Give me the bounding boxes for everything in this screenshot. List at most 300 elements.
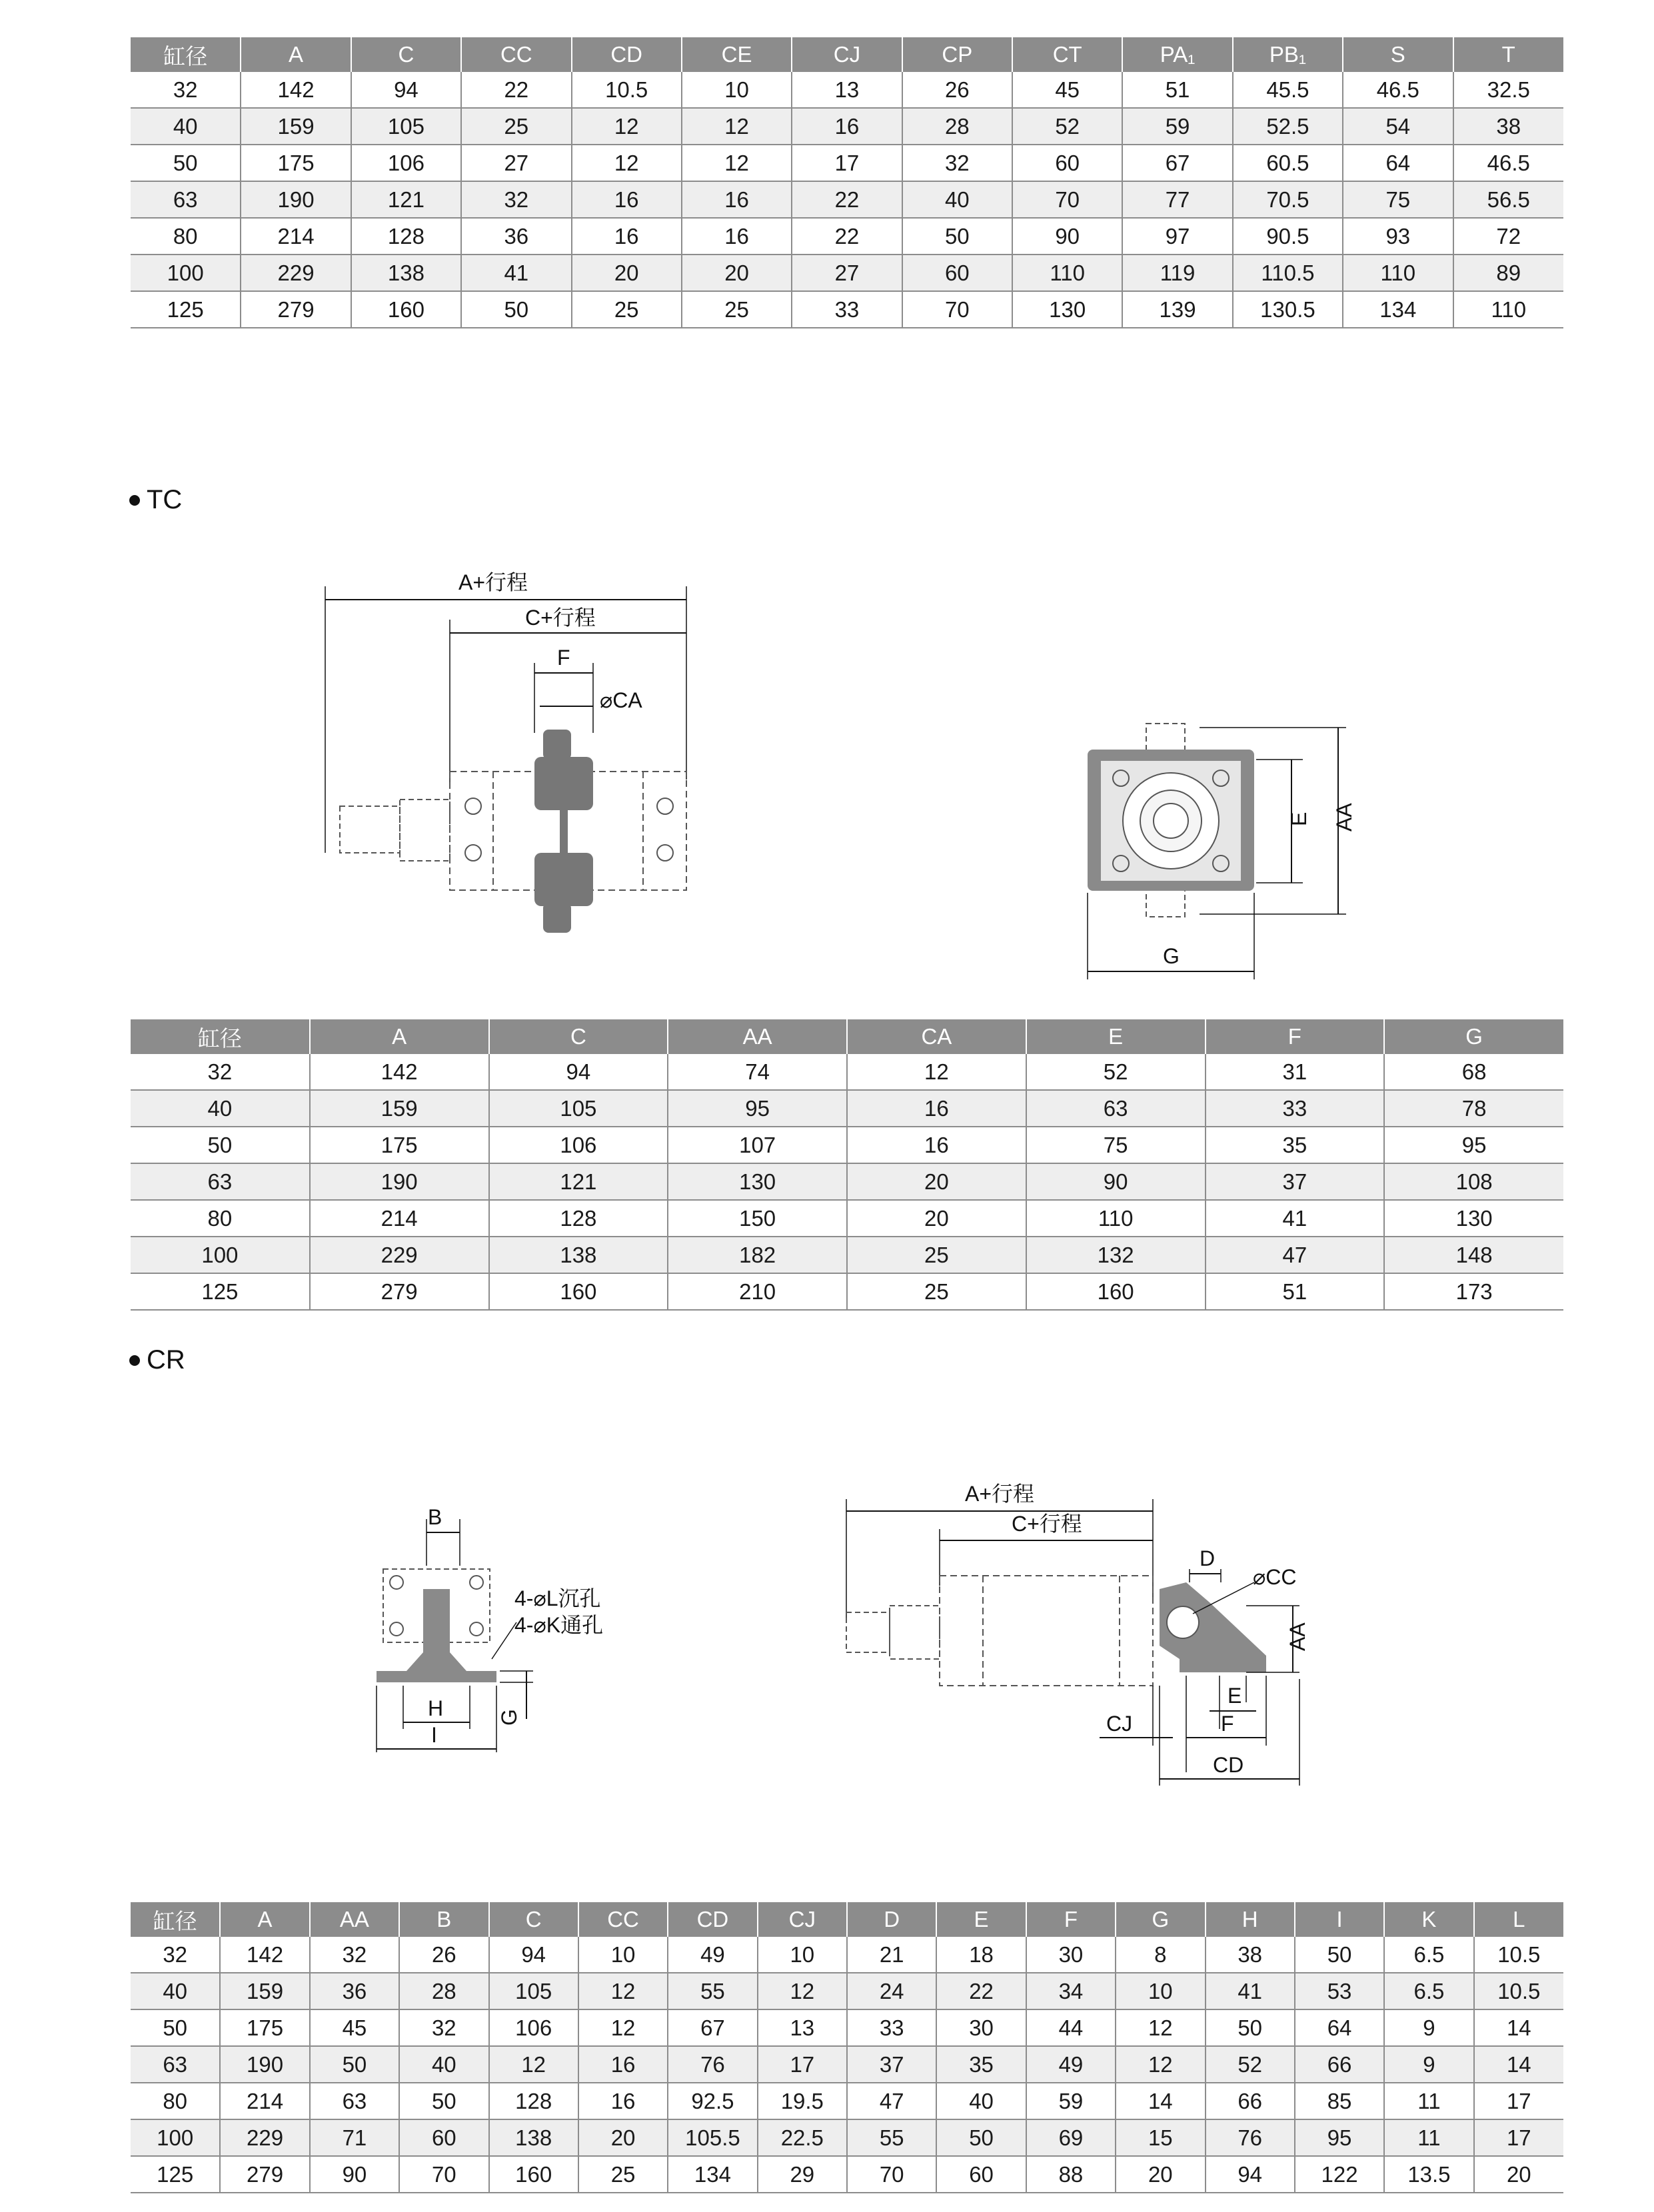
table-cell: 30 [1026,1937,1116,1973]
table-cell: 17 [758,2046,847,2083]
table-cell: 134 [668,2156,757,2193]
table-cell: 55 [847,2119,936,2156]
column-header: AA [668,1019,847,1054]
table-cell: 22 [792,218,902,255]
table-cell: 50 [131,145,241,181]
table-cell: 12 [489,2046,578,2083]
table-row [131,291,1563,328]
table-cell: 95 [1384,1127,1563,1163]
table-cell: 45 [310,2009,399,2046]
table-cell: 45.5 [1233,72,1343,108]
column-header: CE [682,37,792,72]
table-cell: 59 [1122,108,1232,145]
table-cell: 11 [1384,2119,1473,2156]
table-cell: 37 [847,2046,936,2083]
table-row [131,2119,1563,2156]
table-cell: 106 [489,2009,578,2046]
table-row [131,1937,1563,1973]
table-cell: 52 [1206,2046,1295,2083]
table-cell: 40 [902,181,1012,218]
column-header: A [241,37,351,72]
table-cell: 72 [1453,218,1564,255]
column-header: K [1384,1902,1473,1937]
table-cell: 20 [847,1163,1026,1200]
table-cell: 94 [351,72,461,108]
table-cell: 44 [1026,2009,1116,2046]
table-cell: 18 [936,1937,1026,1973]
table-cell: 50 [131,2009,220,2046]
table-cell: 12 [572,108,682,145]
table-cell: 49 [668,1937,757,1973]
table-cell: 60 [902,255,1012,291]
table-cell: 33 [792,291,902,328]
table-cell: 121 [351,181,461,218]
table-cell: 6.5 [1384,1937,1473,1973]
table-cell: 128 [489,1200,668,1237]
table-cell: 67 [1122,145,1232,181]
table-cell: 50 [399,2083,488,2119]
table-cell: 90 [1012,218,1122,255]
table-cell: 110.5 [1233,255,1343,291]
table-cell: 107 [668,1127,847,1163]
table-cell: 50 [310,2046,399,2083]
table-cell: 279 [310,1273,489,1310]
dim-label-g: G [1163,944,1180,968]
table-cell: 95 [668,1090,847,1127]
table-cell: 105.5 [668,2119,757,2156]
table-cell: 80 [131,1200,310,1237]
table-cell: 20 [1116,2156,1205,2193]
dim-label-i: I [431,1723,437,1747]
table-cell: 37 [1206,1163,1385,1200]
column-header: CJ [758,1902,847,1937]
table-cell: 128 [351,218,461,255]
table-cell: 125 [131,1273,310,1310]
table-cell: 130 [1384,1200,1563,1237]
table-cell: 27 [461,145,571,181]
column-header: 缸径 [131,1902,220,1937]
column-header: I [1295,1902,1384,1937]
table-cell: 16 [847,1090,1026,1127]
table-cell: 70 [1012,181,1122,218]
table-cell: 80 [131,218,241,255]
table-cell: 46.5 [1343,72,1453,108]
table-cell: 60 [936,2156,1026,2193]
table-row [131,2156,1563,2193]
cr-side-view-drawing [833,1466,1379,1812]
bullet-icon [129,1355,140,1366]
table-cell: 32 [399,2009,488,2046]
dimension-table-top [131,37,1563,328]
table-cell: 50 [1295,1937,1384,1973]
table-cell: 56.5 [1453,181,1564,218]
table-cell: 25 [682,291,792,328]
table-cell: 139 [1122,291,1232,328]
table-cell: 16 [792,108,902,145]
table-cell: 142 [310,1054,489,1090]
table-cell: 10 [578,1937,668,1973]
dim-label-cd: CD [1213,1753,1244,1777]
table-cell: 229 [310,1237,489,1273]
table-cell: 105 [351,108,461,145]
dim-label-c-stroke: C+行程 [525,606,596,630]
table-cell: 10.5 [572,72,682,108]
table-cell: 121 [489,1163,668,1200]
table-cell: 70.5 [1233,181,1343,218]
table-cell: 100 [131,1237,310,1273]
table-cell: 25 [847,1237,1026,1273]
table-cell: 25 [847,1273,1026,1310]
table-cell: 20 [1474,2156,1563,2193]
table-cell: 14 [1474,2009,1563,2046]
column-header: PA₁ [1122,37,1232,72]
cr-bracket-drawing [367,1499,646,1779]
dim-label-b: B [428,1505,442,1529]
table-cell: 34 [1026,1973,1116,2009]
dim-label-d: D [1200,1546,1216,1570]
table-cell: 159 [241,108,351,145]
table-cell: 51 [1122,72,1232,108]
table-cell: 76 [1206,2119,1295,2156]
table-cell: 148 [1384,1237,1563,1273]
dim-label-h: H [428,1696,444,1720]
dim-label-k-hole: 4-⌀K通孔 [514,1613,604,1637]
column-header: F [1206,1019,1385,1054]
table-row [131,2046,1563,2083]
table-cell: 60.5 [1233,145,1343,181]
table-cell: 45 [1012,72,1122,108]
table-cell: 12 [682,108,792,145]
section-title-text: CR [147,1345,185,1375]
table-cell: 35 [936,2046,1026,2083]
table-cell: 32 [461,181,571,218]
table-cell: 50 [1206,2009,1295,2046]
table-row [131,1973,1563,2009]
table-cell: 21 [847,1937,936,1973]
table-cell: 279 [241,291,351,328]
table-cell: 40 [131,1973,220,2009]
dim-label-aa: AA [1332,803,1356,831]
table-cell: 85 [1295,2083,1384,2119]
column-header: CJ [792,37,902,72]
table-cell: 12 [578,1973,668,2009]
column-header: C [489,1019,668,1054]
table-cell: 12 [847,1054,1026,1090]
table-row [131,1090,1563,1127]
table-header-row [131,37,1563,72]
table-cell: 122 [1295,2156,1384,2193]
tc-side-view-drawing [313,560,713,946]
column-header: A [220,1902,309,1937]
dim-label-a-stroke-cr: A+行程 [965,1482,1035,1506]
table-row [131,1237,1563,1273]
table-cell: 130.5 [1233,291,1343,328]
table-cell: 22 [461,72,571,108]
table-cell: 71 [310,2119,399,2156]
table-cell: 17 [1474,2119,1563,2156]
table-cell: 38 [1453,108,1564,145]
table-cell: 17 [792,145,902,181]
table-row [131,2083,1563,2119]
table-cell: 33 [847,2009,936,2046]
column-header: E [936,1902,1026,1937]
table-cell: 182 [668,1237,847,1273]
table-cell: 17 [1474,2083,1563,2119]
table-cell: 52 [1012,108,1122,145]
table-cell: 28 [399,1973,488,2009]
dim-label-aa-cr: AA [1285,1622,1309,1651]
column-header: CT [1012,37,1122,72]
table-cell: 14 [1116,2083,1205,2119]
table-cell: 25 [578,2156,668,2193]
table-cell: 159 [220,1973,309,2009]
table-cell: 70 [399,2156,488,2193]
column-header: B [399,1902,488,1937]
table-cell: 110 [1012,255,1122,291]
column-header: F [1026,1902,1116,1937]
table-cell: 10.5 [1474,1937,1563,1973]
table-cell: 214 [310,1200,489,1237]
table-cell: 35 [1206,1127,1385,1163]
table-cell: 22.5 [758,2119,847,2156]
table-cell: 26 [902,72,1012,108]
table-cell: 97 [1122,218,1232,255]
table-cell: 150 [668,1200,847,1237]
table-cell: 100 [131,2119,220,2156]
table-cell: 125 [131,291,241,328]
table-cell: 108 [1384,1163,1563,1200]
table-cell: 16 [682,181,792,218]
table-cell: 142 [241,72,351,108]
table-row [131,1163,1563,1200]
table-cell: 105 [489,1090,668,1127]
table-cell: 80 [131,2083,220,2119]
table-cell: 53 [1295,1973,1384,2009]
table-cell: 46.5 [1453,145,1564,181]
table-cell: 78 [1384,1090,1563,1127]
table-cell: 210 [668,1273,847,1310]
table-cell: 66 [1295,2046,1384,2083]
table-cell: 74 [668,1054,847,1090]
table-cell: 8 [1116,1937,1205,1973]
table-cell: 90.5 [1233,218,1343,255]
table-cell: 9 [1384,2009,1473,2046]
tc-end-view-drawing [1080,720,1359,986]
table-cell: 11 [1384,2083,1473,2119]
table-cell: 69 [1026,2119,1116,2156]
table-cell: 93 [1343,218,1453,255]
table-row [131,1200,1563,1237]
dim-label-f: F [557,646,570,670]
table-cell: 106 [489,1127,668,1163]
column-header: S [1343,37,1453,72]
table-cell: 31 [1206,1054,1385,1090]
table-cell: 40 [131,108,241,145]
table-cell: 60 [399,2119,488,2156]
column-header: T [1453,37,1564,72]
table-cell: 60 [1012,145,1122,181]
table-cell: 175 [220,2009,309,2046]
table-cell: 33 [1206,1090,1385,1127]
table-cell: 110 [1026,1200,1206,1237]
table-cell: 128 [489,2083,578,2119]
table-cell: 92.5 [668,2083,757,2119]
table-cell: 55 [668,1973,757,2009]
table-cell: 13 [792,72,902,108]
table-cell: 40 [936,2083,1026,2119]
column-header: H [1206,1902,1295,1937]
table-cell: 52.5 [1233,108,1343,145]
table-cell: 52 [1026,1054,1206,1090]
column-header: G [1384,1019,1563,1054]
table-row [131,255,1563,291]
table-cell: 63 [1026,1090,1206,1127]
dimension-table-tc [131,1019,1563,1311]
table-cell: 95 [1295,2119,1384,2156]
table-cell: 16 [682,218,792,255]
table-cell: 19.5 [758,2083,847,2119]
table-cell: 63 [310,2083,399,2119]
table-cell: 138 [351,255,461,291]
table-cell: 130 [668,1163,847,1200]
table-cell: 51 [1206,1273,1385,1310]
table-cell: 75 [1026,1127,1206,1163]
column-header: CC [578,1902,668,1937]
column-header: PB₁ [1233,37,1343,72]
table-cell: 47 [847,2083,936,2119]
section-title-text: TC [147,485,183,514]
table-cell: 10.5 [1474,1973,1563,2009]
table-row [131,2009,1563,2046]
table-cell: 32 [131,72,241,108]
dim-label-e-cr: E [1228,1684,1242,1708]
table-cell: 110 [1453,291,1564,328]
table-cell: 70 [847,2156,936,2193]
table-cell: 75 [1343,181,1453,218]
table-cell: 12 [1116,2046,1205,2083]
table-row [131,1273,1563,1310]
dim-label-g-cr: G [497,1709,521,1726]
dimension-table-cr [131,1902,1563,2193]
table-cell: 89 [1453,255,1564,291]
table-cell: 41 [1206,1973,1295,2009]
table-cell: 16 [578,2083,668,2119]
table-cell: 54 [1343,108,1453,145]
table-cell: 63 [131,1163,310,1200]
table-cell: 10 [758,1937,847,1973]
table-cell: 22 [936,1973,1026,2009]
table-cell: 94 [1206,2156,1295,2193]
table-cell: 134 [1343,291,1453,328]
column-header: CD [572,37,682,72]
column-header: 缸径 [131,37,241,72]
table-cell: 214 [241,218,351,255]
table-cell: 130 [1012,291,1122,328]
table-cell: 12 [572,145,682,181]
table-cell: 12 [1116,2009,1205,2046]
table-cell: 76 [668,2046,757,2083]
table-cell: 125 [131,2156,220,2193]
table-cell: 175 [241,145,351,181]
table-cell: 94 [489,1937,578,1973]
table-cell: 40 [399,2046,488,2083]
table-cell: 27 [792,255,902,291]
column-header: G [1116,1902,1205,1937]
table-cell: 12 [758,1973,847,2009]
table-cell: 25 [572,291,682,328]
table-cell: 63 [131,2046,220,2083]
dim-label-e: E [1287,812,1311,826]
table-cell: 16 [572,218,682,255]
table-cell: 142 [220,1937,309,1973]
table-cell: 30 [936,2009,1026,2046]
table-cell: 160 [1026,1273,1206,1310]
table-cell: 41 [461,255,571,291]
table-cell: 190 [310,1163,489,1200]
table-row [131,72,1563,108]
column-header: 缸径 [131,1019,310,1054]
dim-label-a-stroke: A+行程 [458,570,528,594]
table-cell: 15 [1116,2119,1205,2156]
column-header: CC [461,37,571,72]
table-cell: 59 [1026,2083,1116,2119]
table-cell: 16 [847,1127,1026,1163]
column-header: C [489,1902,578,1937]
table-header-row [131,1902,1563,1937]
section-title-cr [129,1345,185,1375]
table-cell: 25 [461,108,571,145]
table-cell: 106 [351,145,461,181]
table-cell: 20 [572,255,682,291]
column-header: A [310,1019,489,1054]
table-row [131,181,1563,218]
table-cell: 50 [902,218,1012,255]
table-cell: 64 [1343,145,1453,181]
column-header: C [351,37,461,72]
table-cell: 173 [1384,1273,1563,1310]
table-cell: 26 [399,1937,488,1973]
table-cell: 29 [758,2156,847,2193]
table-cell: 138 [489,1237,668,1273]
table-cell: 160 [489,2156,578,2193]
dim-label-ca: ⌀CA [600,688,642,712]
table-cell: 16 [572,181,682,218]
table-row [131,218,1563,255]
table-cell: 9 [1384,2046,1473,2083]
column-header: E [1026,1019,1206,1054]
table-row [131,145,1563,181]
column-header: CP [902,37,1012,72]
table-cell: 6.5 [1384,1973,1473,2009]
table-row [131,108,1563,145]
table-cell: 13 [758,2009,847,2046]
table-cell: 50 [131,1127,310,1163]
dim-label-cc: ⌀CC [1253,1565,1297,1589]
table-cell: 67 [668,2009,757,2046]
table-cell: 175 [310,1127,489,1163]
table-cell: 229 [220,2119,309,2156]
table-cell: 119 [1122,255,1232,291]
table-cell: 24 [847,1973,936,2009]
table-cell: 40 [131,1090,310,1127]
table-cell: 94 [489,1054,668,1090]
table-cell: 160 [489,1273,668,1310]
table-cell: 63 [131,181,241,218]
table-cell: 32 [310,1937,399,1973]
table-cell: 138 [489,2119,578,2156]
table-cell: 159 [310,1090,489,1127]
dim-label-cj: CJ [1106,1712,1133,1736]
